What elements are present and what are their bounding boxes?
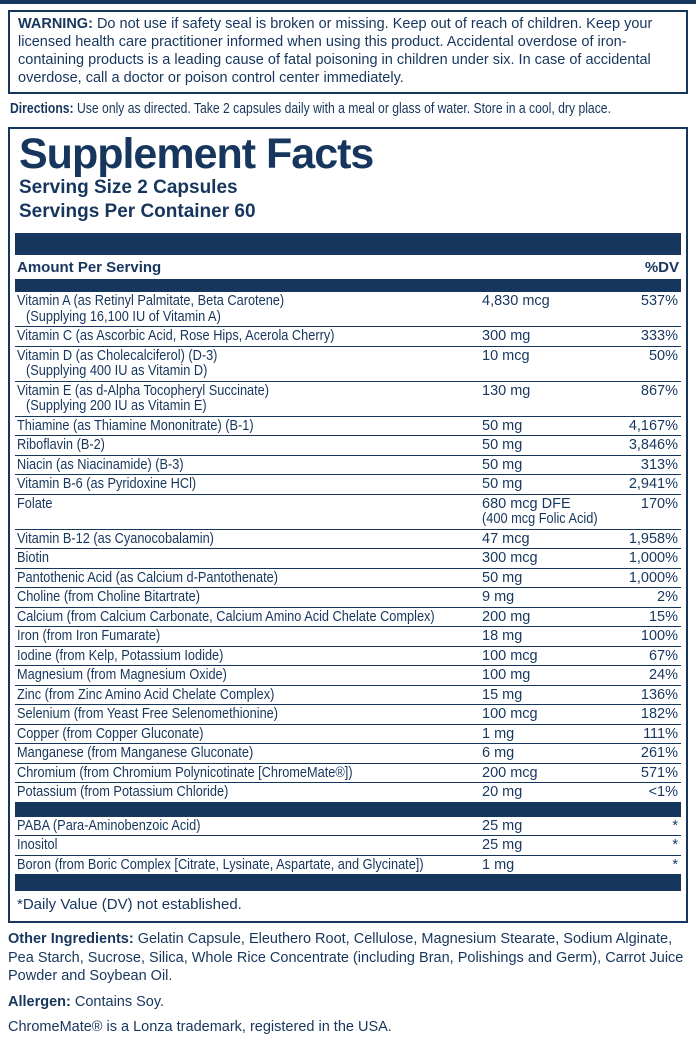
allergen-text: Contains Soy.	[70, 993, 165, 1010]
row-subname: (Supplying 200 IU as Vitamin E)	[26, 398, 207, 414]
row-dv: 867%	[640, 382, 678, 399]
table-row	[15, 744, 681, 764]
table-row	[15, 327, 681, 347]
row-dv: 1,000%	[628, 550, 678, 566]
other-ingredients-label: Other Ingredients:	[8, 931, 134, 947]
servings-per-container: Servings Per Container 60	[19, 201, 256, 222]
row-amount: 200 mcg	[482, 764, 538, 781]
row-name: Boron (from Boric Complex [Citrate, Lysinate, Aspartate, and Glycinate])	[17, 856, 424, 873]
column-header-amount: Amount Per Serving	[17, 259, 162, 276]
row-dv: 571%	[640, 764, 678, 781]
warning-text: Do not use if safety seal is broken or missing. Keep out of reach of children. Keep your licensed health care practitioner informed when using this product. Accidental overdose of iron-containing products is a leading cause of fatal poisoning in children under six. In case of accidental overdose, call a doctor or poison control center immediately.	[18, 16, 653, 86]
row-dv: 15%	[648, 608, 678, 625]
row-subname: (Supplying 400 IU as Vitamin D)	[26, 363, 208, 379]
row-name: Selenium (from Yeast Free Selenomethionine)	[17, 706, 279, 722]
row-name: Pantothenic Acid (as Calcium d-Pantothenate)	[17, 569, 279, 586]
table-row	[15, 436, 681, 456]
row-name: Vitamin B-6 (as Pyridoxine HCl)	[17, 476, 197, 492]
warning-label: WARNING:	[18, 16, 93, 32]
row-name: Choline (from Choline Bitartrate)	[17, 589, 200, 605]
other-ingredients	[8, 930, 688, 986]
table-row	[15, 705, 681, 725]
other-ingredients-text: Gelatin Capsule, Eleuthero Root, Cellulose, Magnesium Stearate, Sodium Alginate, Pea Starch, Sucrose, Silica, Whole Rice Concentrate (including Bran, Polishings and Germ), Carrot Juice Powder and Soybean Oil.	[8, 931, 684, 984]
row-dv: 1,958%	[628, 530, 678, 547]
row-dv: 261%	[640, 745, 678, 761]
row-name: Biotin	[17, 550, 49, 566]
row-amount: 50 mg	[482, 417, 523, 434]
table-row	[15, 347, 681, 382]
row-dv: 4,167%	[628, 417, 678, 434]
warning-box	[8, 10, 688, 94]
row-dv: 24%	[648, 667, 678, 683]
table-row	[15, 382, 681, 417]
row-name: Copper (from Copper Gluconate)	[17, 725, 204, 742]
row-amount: 6 mg	[482, 745, 515, 761]
table-row	[15, 647, 681, 667]
table-row	[15, 836, 681, 856]
row-amount: 100 mg	[482, 667, 531, 683]
panel-title: Supplement Facts	[19, 130, 374, 178]
table-row	[15, 627, 681, 647]
table-row	[15, 588, 681, 608]
table-row	[15, 725, 681, 745]
row-amount: 47 mcg	[482, 530, 530, 547]
directions-text: Use only as directed. Take 2 capsules daily with a meal or glass of water. Store in a cool, dry place.	[73, 101, 611, 117]
row-amount: 50 mg	[482, 456, 523, 473]
table-row	[15, 292, 681, 327]
top-rule	[0, 0, 696, 4]
row-dv: *	[672, 856, 678, 873]
footnote: *Daily Value (DV) not established.	[17, 896, 242, 913]
row-amount: 1 mg	[482, 725, 515, 742]
row-dv: *	[672, 837, 678, 853]
row-amount: 100 mcg	[482, 706, 538, 722]
separator-bar-thick	[15, 233, 681, 255]
row-name: Magnesium (from Magnesium Oxide)	[17, 667, 227, 683]
separator-bar-thick	[15, 279, 681, 292]
row-name: Vitamin C (as Ascorbic Acid, Rose Hips, Acerola Cherry)	[17, 328, 335, 344]
table-row	[15, 475, 681, 495]
table-row	[15, 417, 681, 437]
row-name: Inositol	[17, 837, 58, 853]
row-amount: 200 mg	[482, 608, 531, 625]
row-name: Vitamin E (as d-Alpha Tocopheryl Succinate)	[17, 382, 270, 399]
row-amount: 130 mg	[482, 382, 531, 399]
table-row	[15, 783, 681, 802]
row-name: PABA (Para-Aminobenzoic Acid)	[17, 817, 201, 834]
row-amount: 4,830 mcg	[482, 293, 550, 309]
extras-table	[15, 817, 681, 876]
row-name: Zinc (from Zinc Amino Acid Chelate Complex)	[17, 686, 275, 703]
row-amount: 15 mg	[482, 686, 523, 703]
row-dv: 3,846%	[628, 437, 678, 453]
row-name: Vitamin A (as Retinyl Palmitate, Beta Carotene)	[17, 293, 285, 309]
row-amount: 18 mg	[482, 628, 523, 644]
column-header-row	[15, 255, 681, 279]
row-amount: 1 mg	[482, 856, 515, 873]
row-dv: 333%	[640, 328, 678, 344]
separator-bar-thick	[15, 802, 681, 817]
row-name: Chromium (from Chromium Polynicotinate [ChromeMate®])	[17, 764, 353, 781]
row-dv: 100%	[640, 628, 678, 644]
row-dv: <1%	[648, 784, 678, 800]
row-dv: 2%	[657, 589, 678, 605]
row-dv: 313%	[640, 456, 678, 473]
row-name: Folate	[17, 495, 53, 512]
row-dv: 537%	[640, 293, 678, 309]
table-row	[15, 549, 681, 569]
table-row	[15, 764, 681, 784]
row-amount: 9 mg	[482, 589, 515, 605]
row-name: Iodine (from Kelp, Potassium Iodide)	[17, 647, 224, 664]
row-amount: 50 mg	[482, 569, 523, 586]
column-header-dv: %DV	[644, 259, 679, 276]
table-row	[15, 608, 681, 628]
row-subamount: (400 mcg Folic Acid)	[482, 511, 598, 527]
row-name: Iron (from Iron Fumarate)	[17, 628, 161, 644]
row-dv: 50%	[648, 347, 678, 364]
serving-size: Serving Size 2 Capsules	[19, 177, 238, 198]
row-amount: 50 mg	[482, 476, 523, 492]
table-row	[15, 686, 681, 706]
table-row	[15, 495, 681, 530]
trademark-note: ChromeMate® is a Lonza trademark, registered in the USA.	[8, 1019, 392, 1035]
row-amount: 25 mg	[482, 817, 523, 834]
row-name: Riboflavin (B-2)	[17, 437, 105, 453]
row-dv: 182%	[640, 706, 678, 722]
row-amount: 680 mcg DFE	[482, 495, 571, 512]
row-dv: 111%	[643, 725, 678, 742]
row-amount: 50 mg	[482, 437, 523, 453]
row-amount: 10 mcg	[482, 347, 530, 364]
row-dv: *	[672, 817, 678, 834]
row-dv: 67%	[648, 647, 678, 664]
row-name: Potassium (from Potassium Chloride)	[17, 784, 229, 800]
supplement-facts-panel	[8, 127, 688, 923]
table-row	[15, 530, 681, 550]
row-name: Vitamin D (as Cholecalciferol) (D-3)	[17, 347, 218, 364]
table-row	[15, 456, 681, 476]
separator-bar-thick	[15, 875, 681, 891]
row-subname: (Supplying 16,100 IU of Vitamin A)	[26, 308, 221, 325]
table-row	[15, 856, 681, 876]
row-name: Calcium (from Calcium Carbonate, Calcium Amino Acid Chelate Complex)	[17, 608, 435, 625]
row-name: Niacin (as Niacinamide) (B-3)	[17, 456, 184, 473]
row-amount: 20 mg	[482, 784, 523, 800]
table-row	[15, 569, 681, 589]
directions	[10, 101, 688, 121]
row-amount: 300 mg	[482, 328, 531, 344]
row-dv: 136%	[640, 686, 678, 703]
table-row	[15, 666, 681, 686]
row-dv: 170%	[640, 495, 678, 512]
table-row	[15, 817, 681, 837]
row-name: Vitamin B-12 (as Cyanocobalamin)	[17, 530, 214, 547]
footer	[8, 930, 688, 1037]
directions-label: Directions:	[10, 101, 74, 117]
row-dv: 1,000%	[628, 569, 678, 586]
row-amount: 25 mg	[482, 837, 523, 853]
row-name: Manganese (from Manganese Gluconate)	[17, 745, 254, 761]
facts-table	[15, 292, 681, 802]
row-amount: 100 mcg	[482, 647, 538, 664]
allergen	[8, 993, 688, 1012]
row-amount: 300 mcg	[482, 550, 538, 566]
row-dv: 2,941%	[628, 476, 678, 492]
row-name: Thiamine (as Thiamine Mononitrate) (B-1)	[17, 417, 254, 434]
allergen-label: Allergen:	[8, 993, 71, 1010]
